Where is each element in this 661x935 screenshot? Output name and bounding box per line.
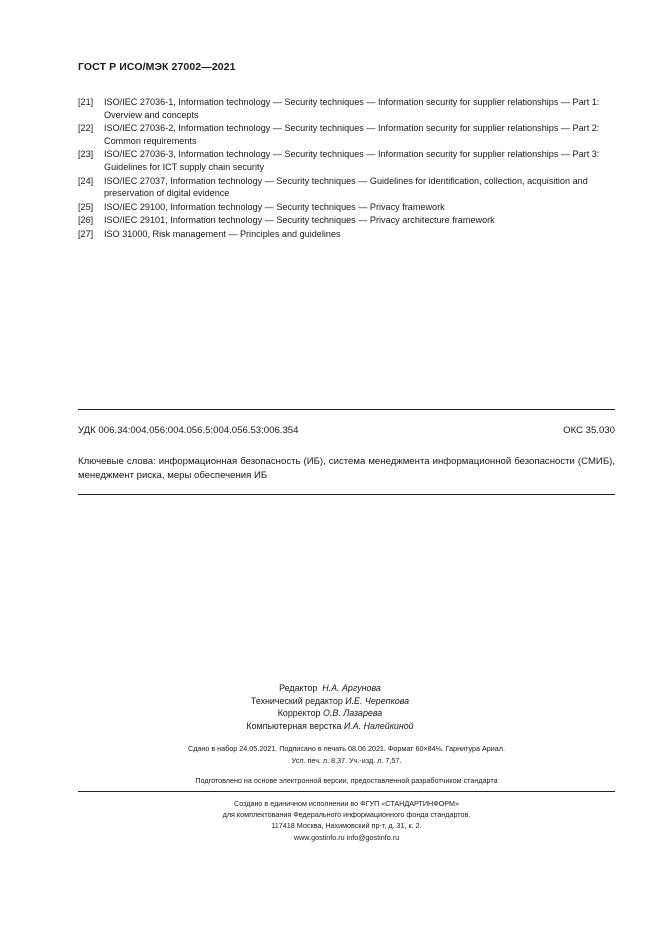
reference-number: [25]	[78, 201, 94, 212]
reference-item	[78, 228, 616, 241]
staff-role: Редактор	[279, 683, 318, 693]
publication-line: Сдано в набор 24.05.2021. Подписано в печать 08.06.2021. Формат 60×84⅛. Гарнитура Ариал.	[188, 744, 505, 753]
divider-top	[78, 409, 615, 410]
footer-line: для комплектования Федерального информационного фонда стандартов.	[222, 810, 471, 820]
page-header-title: ГОСТ Р ИСО/МЭК 27002—2021	[78, 61, 236, 73]
footer-contacts: www.gostinfo.ru info@gostinfo.ru	[293, 832, 400, 842]
udk-code: УДК 006.34:004.056:004.056.5:004.056.53:006.354	[78, 425, 299, 436]
staff-line	[200, 720, 460, 733]
staff-role: Компьютерная верстка	[246, 720, 342, 731]
bibliography-list	[78, 96, 616, 241]
publication-info	[78, 743, 615, 767]
divider-keywords	[78, 494, 615, 495]
reference-item	[78, 148, 616, 174]
staff-name: И.Е. Черепкова	[345, 695, 410, 706]
reference-number: [24]	[78, 175, 94, 186]
reference-number: [23]	[78, 149, 94, 160]
prepared-note: Подготовлено на основе электронной версии, предоставленной разработчиком стандарта	[195, 776, 498, 785]
keywords-text: Ключевые слова: информационная безопасность (ИБ), система менеджмента информационной безопасности (СМИБ), менеджмент риска, меры обеспечения ИБ	[78, 456, 615, 481]
publisher-footer	[78, 798, 615, 843]
footer-line: 117418 Москва, Нахимовский пр-т, д. 31, к. 2.	[271, 821, 422, 831]
reference-item	[78, 175, 616, 201]
reference-number: [27]	[78, 228, 94, 239]
staff-name: И.А. Налейкиной	[343, 720, 414, 731]
staff-line	[200, 707, 460, 720]
staff-name: О.В. Лазарева	[322, 708, 383, 719]
staff-role: Корректор	[277, 708, 321, 719]
oks-code: ОКС 35.030	[563, 425, 615, 436]
reference-text: ISO/IEC 27036-3, Information technology — Security techniques — Information security for supplier relationships — Part 3: Guidelines for ICT supply chain security	[104, 149, 600, 173]
staff-line	[200, 682, 460, 695]
editorial-staff	[200, 682, 460, 732]
reference-text: ISO/IEC 29101, Information technology — Security techniques — Privacy architecture framework	[104, 215, 495, 226]
classification-row	[78, 425, 615, 436]
reference-number: [26]	[78, 215, 94, 226]
staff-role: Технический редактор	[250, 695, 343, 706]
publication-line: Усл. печ. л. 8,37. Уч.-изд. л. 7,57.	[291, 756, 402, 765]
reference-text: ISO/IEC 27036-2, Information technology — Security techniques — Information security for supplier relationships — Part 2: Common requirements	[104, 123, 600, 146]
reference-text: ISO 31000, Risk management — Principles and guidelines	[104, 228, 341, 239]
reference-text: ISO/IEC 27036-1, Information technology — Security techniques — Information security for supplier relationships — Part 1: Overview and concepts	[104, 97, 600, 120]
footer-line: Создано в единичном исполнении во ФГУП «СТАНДАРТИНФОРМ»	[234, 799, 459, 808]
reference-text: ISO/IEC 29100, Information technology — Security techniques — Privacy framework	[104, 201, 445, 212]
reference-text: ISO/IEC 27037, Information technology — Security techniques — Guidelines for identification, collection, acquisition and preservation of digital evidence	[104, 175, 588, 199]
reference-item	[78, 201, 616, 214]
divider-footer	[78, 791, 615, 792]
reference-item	[78, 214, 616, 227]
reference-number: [21]	[78, 97, 94, 107]
staff-name: Н.А. Аргунова	[322, 683, 381, 693]
reference-item	[78, 122, 616, 148]
reference-item	[78, 96, 616, 122]
staff-line	[200, 695, 460, 708]
reference-number: [22]	[78, 123, 94, 134]
